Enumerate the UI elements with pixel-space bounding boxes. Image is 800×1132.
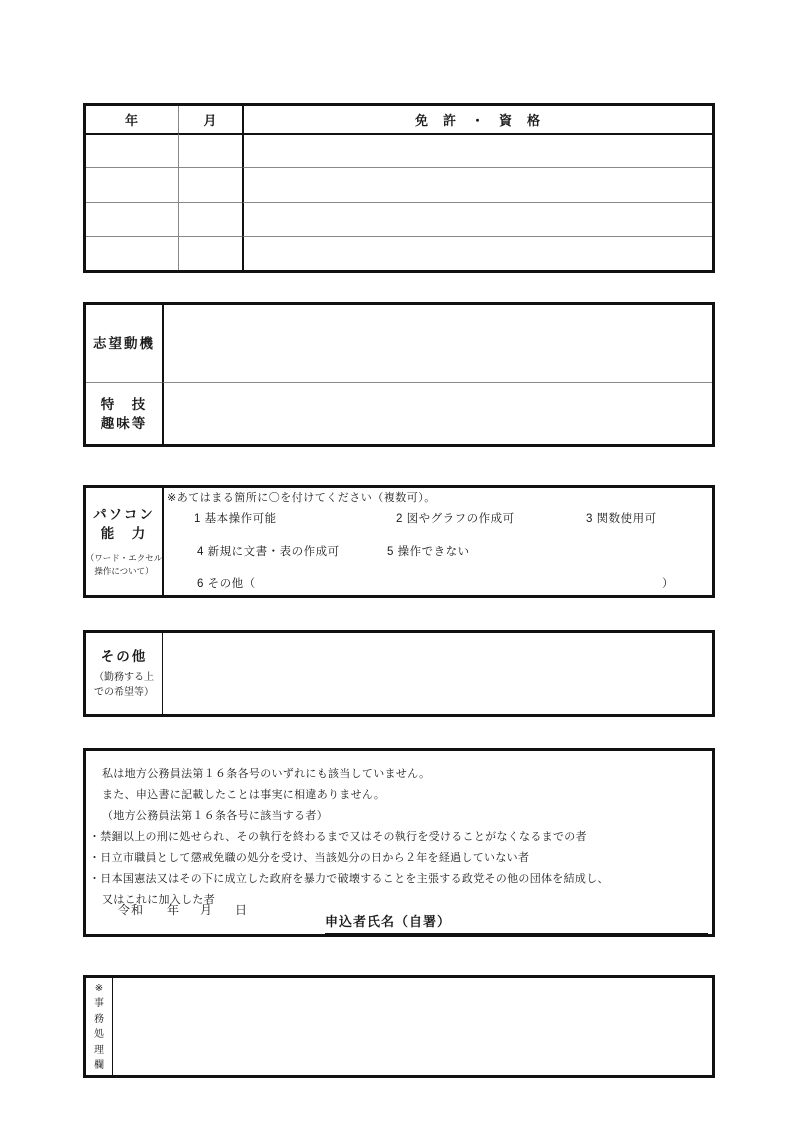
year-column-header: 年 (124, 113, 139, 128)
license-row-license-cell (242, 202, 712, 236)
license-row-license-cell (242, 236, 712, 270)
date-month-label: 月 (200, 903, 214, 917)
pc-ability-label (86, 488, 162, 595)
pc-options-area (162, 488, 712, 595)
pc-instruction-note: ※あてはまる箇所に〇を付けてください（複数可）。 (167, 492, 436, 504)
license-row-month-cell (178, 236, 242, 270)
pc-option-3: 3 関数使用可 (586, 513, 657, 525)
admin-char: 事 (94, 998, 104, 1010)
declaration-box (83, 748, 715, 937)
signature-label: 申込者氏名（自署） (325, 914, 452, 929)
license-row-year-cell (86, 236, 178, 270)
other-sublabel-line2: での希望等） (94, 687, 154, 698)
license-row-year-cell (86, 202, 178, 236)
pc-option-6-close-paren: ） (662, 578, 674, 590)
declaration-bullet2: ・日立市職員として懲戒免職の処分を受け、当該処分の日から２年を経過していない者 (89, 852, 530, 864)
pc-option-2: 2 図やグラフの作成可 (396, 513, 515, 525)
license-row-month-cell (178, 167, 242, 201)
declaration-line2: また、申込書に記載したことは事実に相違ありません。 (102, 789, 386, 801)
declaration-text (86, 751, 712, 911)
other-input-area (162, 633, 712, 714)
declaration-line1: 私は地方公務員法第１６条各号のいずれにも該当していません。 (102, 768, 431, 780)
admin-processing-label (86, 978, 112, 1075)
month-column-header: 月 (178, 106, 242, 133)
pc-ability-table (83, 485, 715, 598)
other-label (86, 633, 162, 714)
date-year-label: 年 (167, 903, 181, 917)
pc-option-1: 1 基本操作可能 (194, 513, 277, 525)
declaration-line3: （地方公務員法第１６条各号に該当する者） (102, 810, 328, 822)
other-wishes-table (83, 630, 715, 717)
pc-sublabel-line1: （ワード・エクセル (85, 553, 163, 563)
pc-option-5: 5 操作できない (387, 546, 470, 558)
admin-processing-area (112, 978, 712, 1075)
pc-option-6: 6 その他（ (197, 578, 256, 590)
declaration-bullet1: ・禁錮以上の刑に処せられ、その執行を終わるまで又はその執行を受けることがなくなるまでの者 (89, 831, 587, 843)
declaration-bullet3-continued: 又はこれに加入した者 (102, 894, 215, 906)
signature-line (325, 911, 708, 934)
admin-char: ※ (94, 983, 104, 994)
license-row-year-cell (86, 167, 178, 201)
license-table (83, 103, 715, 273)
skills-label (86, 382, 162, 444)
admin-processing-box (83, 975, 715, 1078)
pc-label-line2: 能 力 (100, 526, 148, 541)
admin-char: 理 (94, 1044, 104, 1056)
motivation-skills-table (83, 302, 715, 447)
pc-option-4: 4 新規に文書・表の作成可 (197, 546, 340, 558)
pc-label-line1: パソコン (93, 507, 155, 522)
motivation-label (86, 305, 162, 382)
license-column-header: 免 許 ・ 資 格 (242, 106, 712, 133)
admin-char: 務 (94, 1013, 104, 1025)
license-row-month-cell (178, 133, 242, 167)
motivation-input-area (162, 305, 712, 382)
motivation-label-text: 志望動機 (93, 336, 155, 351)
license-row-month-cell (178, 202, 242, 236)
license-row-year-cell (86, 133, 178, 167)
license-row-license-cell (242, 133, 712, 167)
date-day-label: 日 (235, 903, 249, 917)
other-sublabel-line1: （勤務する上 (94, 672, 154, 683)
skills-input-area (162, 382, 712, 444)
other-label-text: その他 (100, 649, 148, 664)
skills-label-line2: 趣味等 (100, 415, 148, 431)
date-era-label: 令和 (118, 903, 145, 917)
admin-char: 欄 (94, 1059, 104, 1071)
license-row-license-cell (242, 167, 712, 201)
declaration-bullet3: ・日本国憲法又はその下に成立した政府を暴力で破壊することを主張する政党その他の団体を結成し、 (89, 873, 609, 885)
skills-label-line1: 特 技 (100, 396, 148, 412)
admin-char: 処 (94, 1029, 104, 1041)
pc-sublabel-line2: 操作について） (94, 566, 154, 576)
